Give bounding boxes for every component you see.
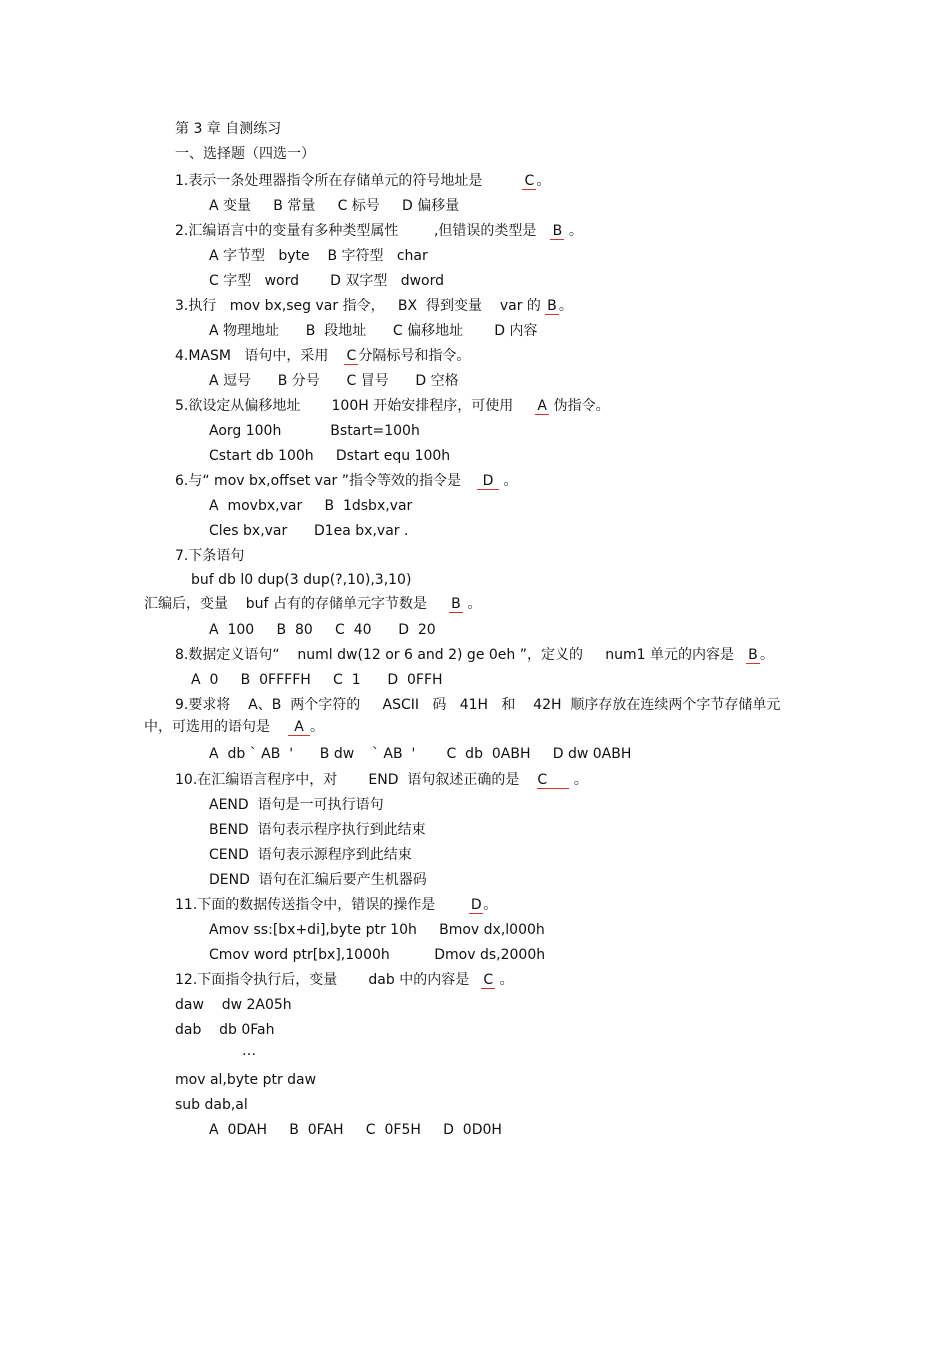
question-9-options: A db ` AB ' B dw ` AB ' C db 0ABH D dw 0ABH <box>209 746 632 762</box>
question-2-answer: B <box>550 223 564 240</box>
question-11 <box>175 896 497 914</box>
question-3-end: 。 <box>558 298 573 314</box>
question-10-option-d: DEND 语句在汇编后要产生机器码 <box>209 872 427 888</box>
question-3-options: A 物理地址 B 段地址 C 偏移地址 D 内容 <box>209 323 538 339</box>
question-7-continuation: 汇编后，变量 buf 占有的存储单元字节数是 <box>144 596 427 612</box>
question-11-options-row-2: Cmov word ptr[bx],1000h Dmov ds,2000h <box>209 947 546 963</box>
question-7-stem: 7.下条语句 <box>175 548 245 564</box>
question-12-code-line-1: daw dw 2A05h <box>175 997 292 1013</box>
question-9-continuation: 中，可选用的语句是 <box>144 719 270 735</box>
question-6-stem: 6.与“ mov bx,offset var ”指令等效的指令是 <box>175 473 462 489</box>
question-1-options: A 变量 B 常量 C 标号 D 偏移量 <box>209 198 460 214</box>
question-6-answer: D <box>477 473 499 490</box>
question-10-stem: 10.在汇编语言程序中，对 END 语句叙述正确的是 <box>175 772 520 788</box>
question-6-options-row-1: A movbx,var B 1dsbx,var <box>209 498 413 514</box>
question-4-stem: 4.MASM 语句中，采用 <box>175 348 329 364</box>
question-4-end: 分隔标号和指令。 <box>358 348 471 364</box>
question-10-answer: C <box>537 772 569 789</box>
question-8 <box>175 646 774 664</box>
question-8-end: 。 <box>759 647 774 663</box>
question-12-code-line-5: sub dab,al <box>175 1097 248 1113</box>
question-1 <box>175 172 550 190</box>
question-11-end: 。 <box>483 897 498 913</box>
question-12-options: A 0DAH B 0FAH C 0F5H D 0D0H <box>209 1122 502 1138</box>
question-1-answer: C <box>522 173 536 190</box>
chapter-title: 第 3 章 自测练习 <box>175 121 282 137</box>
question-2-end: 。 <box>564 223 583 239</box>
question-11-answer: D <box>470 897 482 913</box>
question-9-end: 。 <box>310 719 324 735</box>
question-7-code: buf db l0 dup(3 dup(?,10),3,10) <box>191 572 412 588</box>
question-7 <box>144 595 481 613</box>
question-10-option-b: BEND 语句表示程序执行到此结束 <box>209 822 426 838</box>
question-5 <box>175 397 610 415</box>
question-9-stem: 9.要求将 A、B 两个字符的 ASCII 码 41H 和 42H 顺序存放在连续两个字节存储单元 <box>175 697 781 713</box>
section-heading: 一、选择题（四选一） <box>175 146 315 162</box>
question-2-options-row-2: C 字型 word D 双字型 dword <box>209 273 445 289</box>
question-12-code-line-2: dab db 0Fah <box>175 1022 275 1038</box>
question-10-end: 。 <box>569 772 588 788</box>
question-2 <box>175 222 583 240</box>
question-7-answer: B <box>449 596 463 613</box>
question-10-option-c: CEND 语句表示源程序到此结束 <box>209 847 412 863</box>
question-8-stem: 8.数据定义语句“ numl dw(12 or 6 and 2) ge 0eh ”，定义的 num1 单元的内容是 <box>175 647 734 663</box>
question-7-end: 。 <box>462 596 482 612</box>
question-5-options-row-2: Cstart db 100h Dstart equ 100h <box>209 448 451 464</box>
question-5-stem: 5.欲设定从偏移地址 100H 开始安排程序，可使用 <box>175 398 514 414</box>
question-2-stem: 2.汇编语言中的变量有多种类型属性 ,但错误的类型是 <box>175 223 537 239</box>
question-5-end: 伪指令。 <box>549 398 610 414</box>
question-10-option-a: AEND 语句是一可执行语句 <box>209 797 384 813</box>
question-3-stem: 3.执行 mov bx,seg var 指令， BX 得到变量 var 的 <box>175 298 541 314</box>
question-12-stem: 12.下面指令执行后，变量 dab 中的内容是 <box>175 972 470 988</box>
question-12 <box>175 971 514 989</box>
question-2-options-row-1: A 字节型 byte B 字符型 char <box>209 248 428 264</box>
question-12-end: 。 <box>495 972 514 988</box>
question-6 <box>175 472 517 490</box>
question-5-options-row-1: Aorg 100h Bstart=100h <box>209 423 420 439</box>
question-7-options: A 100 B 80 C 40 D 20 <box>209 622 436 638</box>
question-6-end: 。 <box>499 473 518 489</box>
question-12-answer: C <box>481 972 495 989</box>
question-11-options-row-1: Amov ss:[bx+di],byte ptr 10h Bmov dx,l000h <box>209 922 545 938</box>
question-8-answer: B <box>746 647 760 664</box>
question-3 <box>175 297 573 315</box>
question-8-options: A 0 B 0FFFFH C 1 D 0FFH <box>191 672 443 688</box>
question-4-options: A 逗号 B 分号 C 冒号 D 空格 <box>209 373 459 389</box>
question-3-answer: B <box>545 298 559 315</box>
question-4 <box>175 347 470 365</box>
question-10 <box>175 771 588 789</box>
question-5-answer: A <box>535 398 549 415</box>
question-12-code-line-4: mov al,byte ptr daw <box>175 1072 317 1088</box>
question-9-answer: A <box>288 719 310 736</box>
question-9 <box>144 718 324 736</box>
question-12-code-ellipsis: … <box>242 1043 256 1059</box>
question-11-stem: 11.下面的数据传送指令中，错误的操作是 <box>175 897 436 913</box>
question-1-stem: 1.表示一条处理器指令所在存储单元的符号地址是 <box>175 173 483 189</box>
question-1-end: 。 <box>536 173 551 189</box>
question-6-options-row-2: Cles bx,var D1ea bx,var . <box>209 523 409 539</box>
question-4-answer: C <box>344 348 358 365</box>
